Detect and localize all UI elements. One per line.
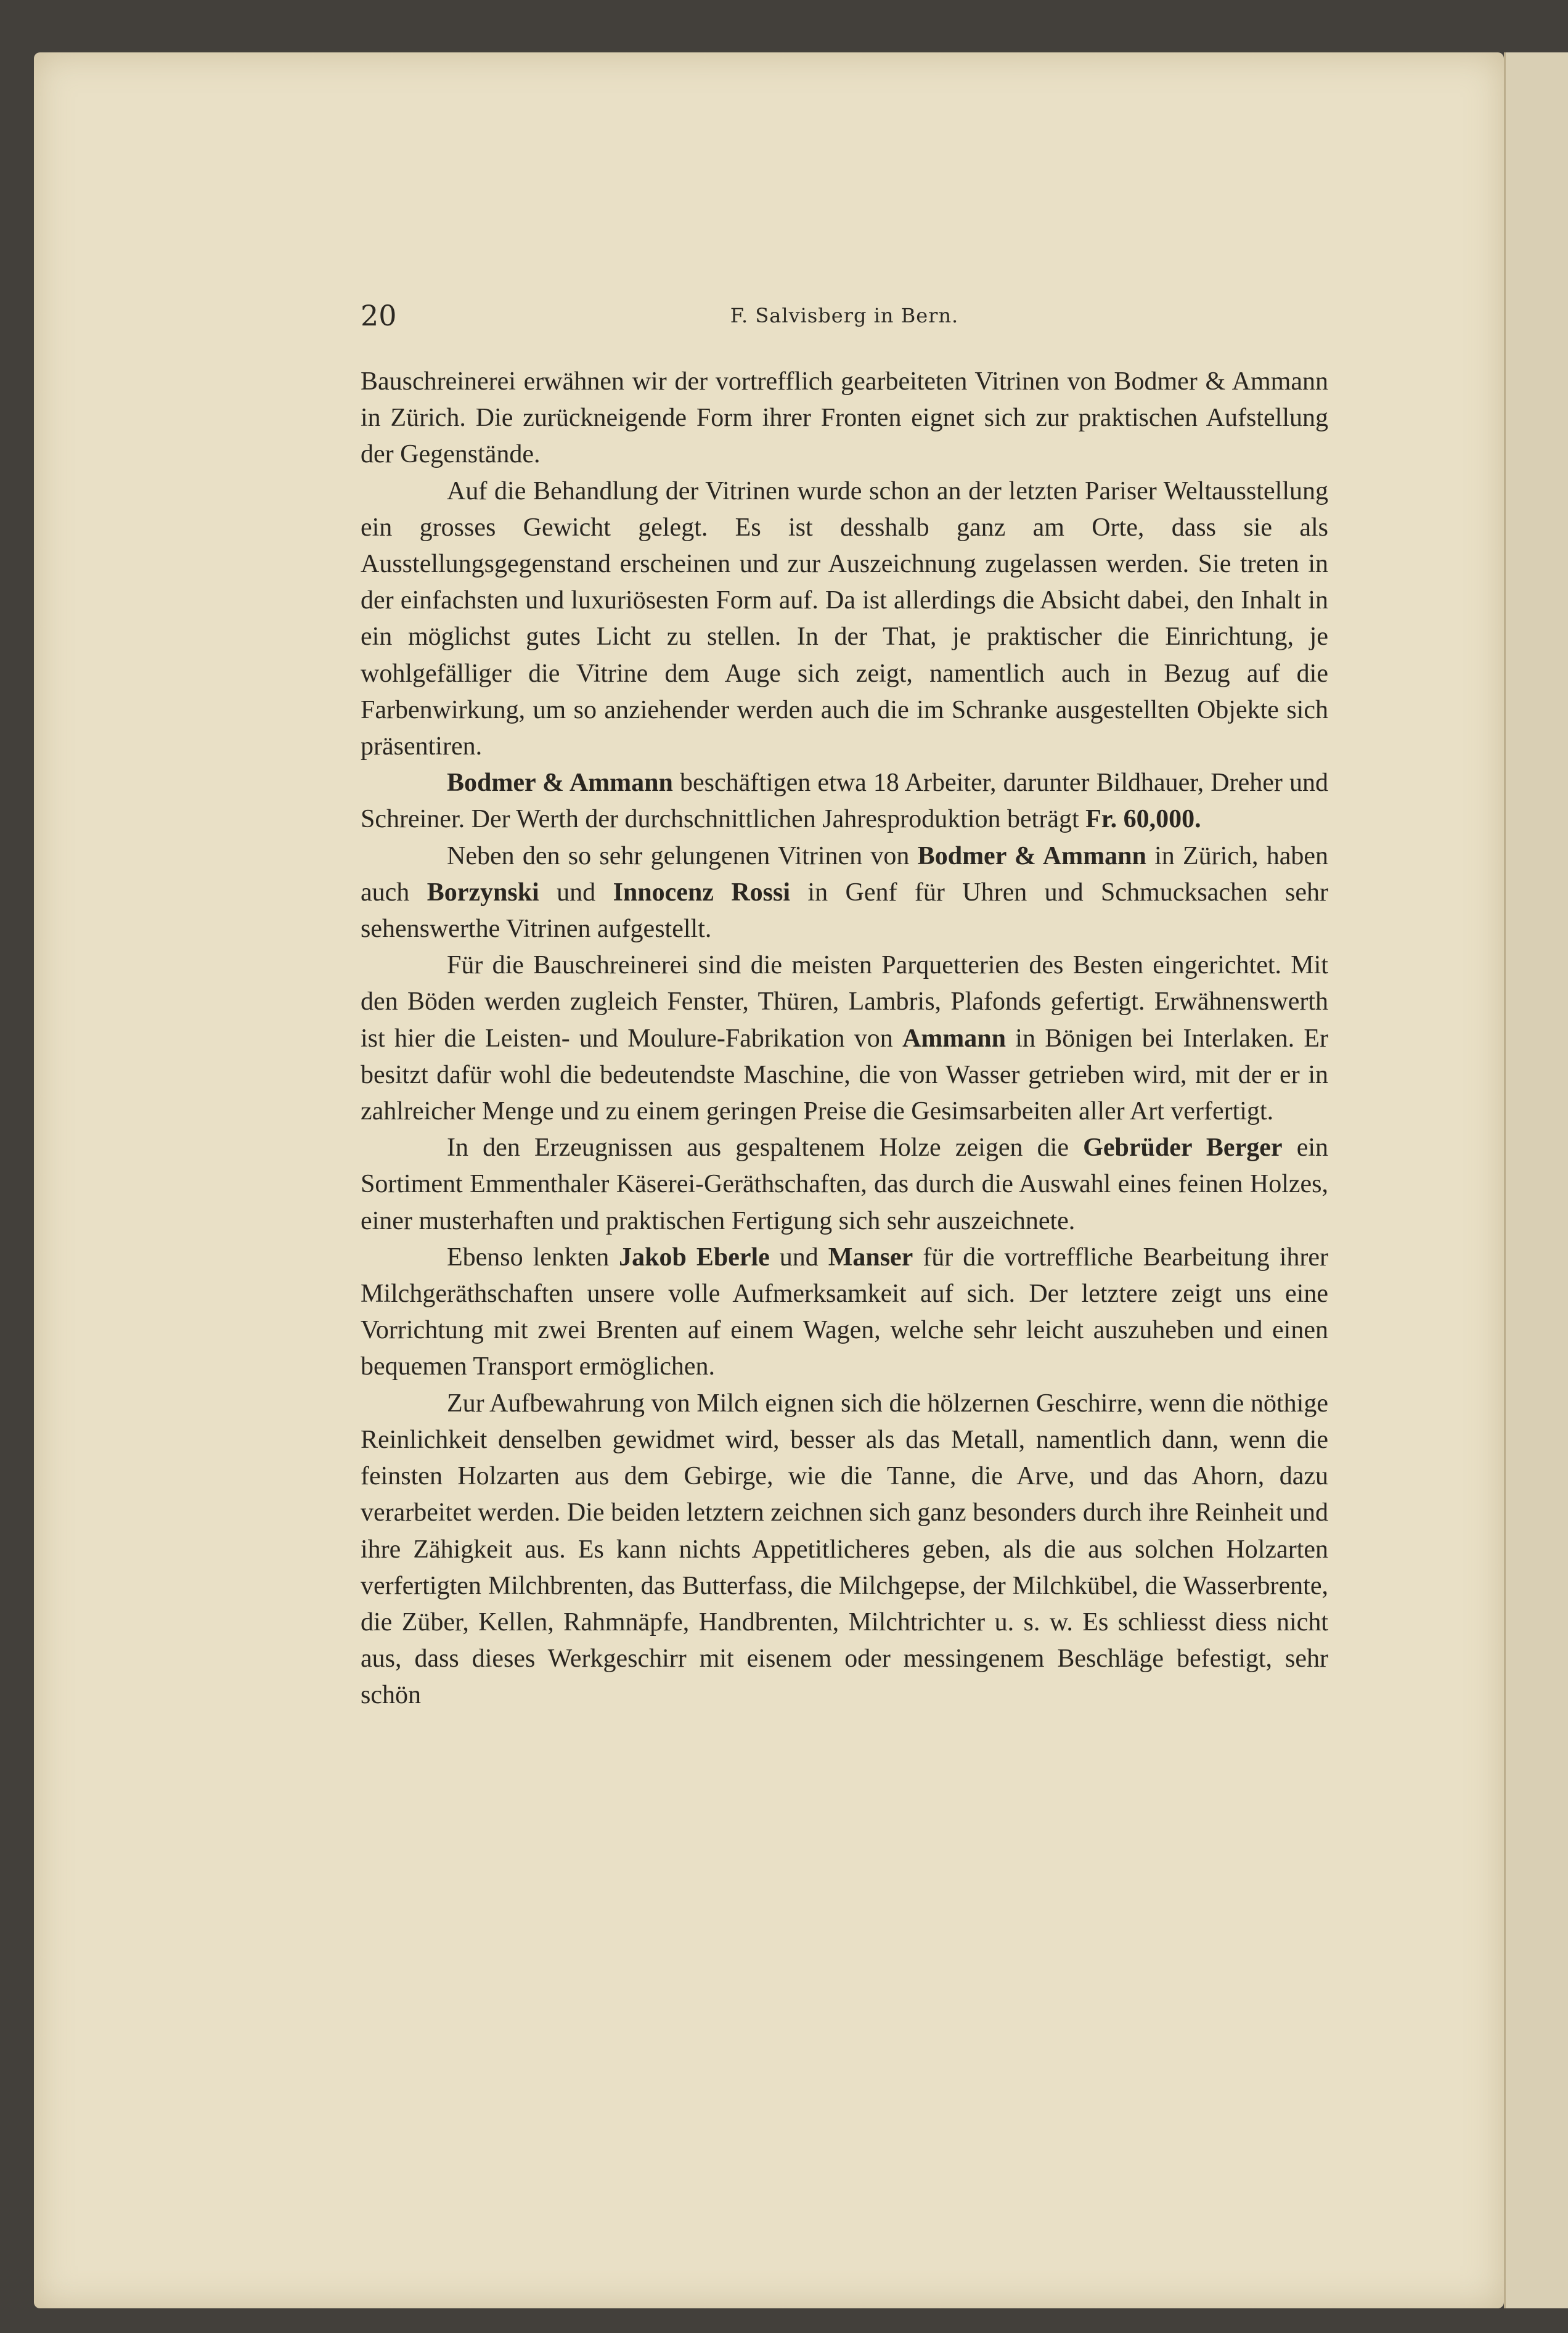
paragraph	[361, 473, 1328, 766]
paragraph	[361, 838, 1328, 948]
text-run: Zur Aufbewahrung von Milch eignen sich die hölzernen Geschirre, wenn die nöthige Reinlichkeit denselben gewidmet wird, besser als das Metall, namentlich dann, wenn die feinsten Holzarten aus dem Gebirge, wie die Tanne, die Arve, und das Ahorn, dazu verarbeitet werden. Die beiden letztern zeichnen sich ganz besonders durch ihre Reinheit und ihre Zähigkeit aus. Es kann nichts Appetitlicheres geben, als die aus solchen Holzarten verfertigten Milchbrenten, das Butterfass, die Milchgepse, der Milchkübel, die Wasserbrente, die Züber, Kellen, Rahmnäpfe, Handbrenten, Milchtrichter u. s. w. Es schliesst diess nicht aus, dass dieses Werkgeschirr mit eisenem oder messingenem Beschläge befestigt, sehr schön	[361, 1389, 1328, 1710]
text-run: für die vortreffliche Bearbeitung ihrer Milchgeräthschaften unsere volle Aufmerksamkeit auf sich. Der letztere zeigt uns eine Vorrichtung mit zwei Brenten auf einem Wagen, welche sehr leicht auszuheben und einen bequemen Transport ermöglichen.	[361, 1243, 1329, 1381]
page-number: 20	[361, 299, 397, 332]
paragraph	[361, 1386, 1328, 1714]
text-run: Ebenso lenkten	[447, 1243, 619, 1272]
emphasized-name: Ammann	[902, 1024, 1007, 1053]
emphasized-name: Jakob Eberle	[619, 1243, 770, 1272]
emphasized-name: Gebrüder Berger	[1083, 1134, 1283, 1162]
text-run: beschäftigen etwa 18 Arbeiter, darunter Bildhauer, Dreher und Schreiner. Der Werth der durchschnittlichen Jahresproduktion beträgt	[361, 769, 1328, 834]
paragraph	[361, 765, 1328, 838]
text-run: und	[769, 1243, 828, 1272]
paragraph	[361, 364, 1328, 473]
text-run: in Zürich, haben auch	[361, 841, 1329, 907]
emphasized-name: Bodmer & Ammann	[447, 769, 673, 798]
paragraph	[361, 1240, 1328, 1386]
emphasized-name: Manser	[828, 1243, 913, 1272]
text-run: in Bönigen bei Interlaken. Er besitzt dafür wohl die bedeutendste Maschine, die von Wasser getrieben wird, mit der er in zahlreicher Menge und zu einem geringen Preise die Gesimsarbeiten aller Art verfertigt.	[361, 1024, 1328, 1126]
text-run: ein Sortiment Emmenthaler Käserei-Geräthschaften, das durch die Auswahl eines feinen Holzes, einer musterhaften und praktischen Fertigung sich sehr auszeichnete.	[361, 1134, 1328, 1235]
text-run: Für die Bauschreinerei sind die meisten Parquetterien des Besten eingerichtet. Mit den Böden werden zugleich Fenster, Thüren, Lambris, Plafonds gefertigt. Erwähnenswerth ist hier die Leisten- und Moulure-Fabrikation von	[361, 951, 1328, 1053]
emphasized-name: Innocenz Rossi	[613, 878, 791, 907]
emphasized-name: Borzynski	[427, 878, 539, 907]
text-run: In den Erzeugnissen aus gespaltenem Holze zeigen die	[447, 1134, 1084, 1162]
running-title: F. Salvisberg in Bern.	[730, 304, 959, 327]
text-run: in Genf für Uhren und Schmucksachen sehr sehenswerthe Vitrinen aufgestellt.	[361, 878, 1328, 944]
paragraph	[361, 947, 1328, 1130]
body-text	[361, 364, 1328, 1714]
text-run: und	[539, 878, 613, 907]
text-run: Neben den so sehr gelungenen Vitrinen von	[447, 841, 918, 870]
emphasized-name: Bodmer & Ammann	[917, 841, 1146, 870]
paragraph	[361, 1130, 1328, 1240]
text-run: Bauschreinerei erwähnen wir der vortrefflich gearbeiteten Vitrinen von Bodmer & Ammann in Zürich. Die zurückneigende Form ihrer Fronten eignet sich zur praktischen Aufstellung der Gegenstände.	[361, 367, 1328, 469]
text-run: Auf die Behandlung der Vitrinen wurde schon an der letzten Pariser Weltausstellung ein grosses Gewicht gelegt. Es ist desshalb ganz am Orte, dass sie als Ausstellungsgegenstand erscheinen und zur Auszeichnung zugelassen werden. Sie treten in der einfachsten und luxuriösesten Form auf. Da ist allerdings die Absicht dabei, den Inhalt in ein möglichst gutes Licht zu stellen. In der That, je praktischer die Einrichtung, je wohlgefälliger die Vitrine dem Auge sich zeigt, namentlich auch in Bezug auf die Farbenwirkung, um so anziehender werden auch die im Schranke ausgestellten Objekte sich präsentiren.	[361, 476, 1328, 761]
emphasized-name: Fr. 60,000.	[1085, 805, 1201, 834]
page-header	[361, 299, 1328, 342]
facing-page-edge	[1504, 52, 1568, 2308]
